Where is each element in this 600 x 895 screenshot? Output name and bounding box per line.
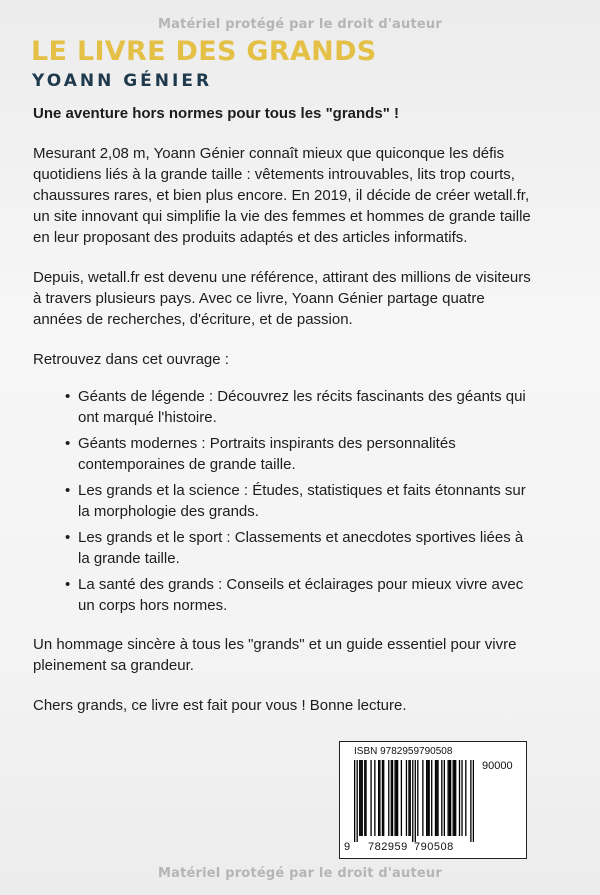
barcode-bar — [415, 760, 416, 842]
barcode-bar — [401, 760, 402, 836]
barcode-bar — [357, 760, 358, 842]
price-code: 90000 — [482, 760, 513, 772]
book-author: YOANN GÉNIER — [32, 71, 213, 91]
list-item: • Géants de légende : Découvrez les récits fascinants des géants qui ont marqué l'histoire. — [78, 386, 533, 428]
barcode-bar — [397, 760, 398, 836]
list-item: • Les grands et la science : Études, statistiques et faits étonnants sur la morphologie des grands. — [78, 480, 533, 522]
barcode-bar — [388, 760, 389, 836]
barcode-bar — [362, 760, 363, 836]
tagline: Une aventure hors normes pour tous les "grands" ! — [33, 105, 399, 122]
copyright-watermark-top: Matériel protégé par le droit d'auteur — [157, 17, 442, 32]
barcode-bar — [422, 760, 423, 836]
isbn-barcode — [339, 741, 527, 859]
barcode-bar — [396, 760, 397, 836]
barcode-bar — [461, 760, 462, 836]
list-item: • Géants modernes : Portraits inspirants des personnalités contemporaines de grande taille. — [78, 433, 533, 475]
barcode-bar — [473, 760, 474, 842]
barcode-bar — [447, 760, 448, 836]
barcode-bar — [455, 760, 456, 836]
barcode-bar — [465, 760, 466, 836]
barcode-bar — [431, 760, 432, 836]
barcode-bars — [354, 760, 474, 842]
barcode-bar — [364, 760, 365, 836]
barcode-bar — [427, 760, 428, 836]
barcode-bar — [450, 760, 451, 836]
barcode-bar — [379, 760, 380, 836]
barcode-digits-group2: 790508 — [414, 841, 454, 853]
barcode-bar — [426, 760, 427, 836]
barcode-bar — [444, 760, 445, 836]
barcode-bar — [408, 760, 409, 836]
list-item: • La santé des grands : Conseils et éclairages pour mieux vivre avec un corps hors normes. — [78, 574, 533, 616]
barcode-bar — [436, 760, 437, 836]
barcode-bar — [410, 760, 411, 836]
barcode-bar — [435, 760, 436, 836]
barcode-bar — [383, 760, 384, 836]
barcode-bar — [359, 760, 360, 836]
barcode-bar — [459, 760, 460, 836]
barcode-bar — [394, 760, 395, 836]
list-item: • Les grands et le sport : Classements et anecdotes sportives liées à la grande taille. — [78, 527, 533, 569]
list-intro: Retrouvez dans cet ouvrage : — [33, 351, 229, 368]
barcode-bar — [365, 760, 366, 836]
barcode-bar — [374, 760, 375, 836]
copyright-watermark-bottom: Matériel protégé par le droit d'auteur — [157, 866, 442, 881]
barcode-bar — [453, 760, 454, 836]
barcode-digit-first: 9 — [344, 841, 351, 853]
barcode-bar — [454, 760, 455, 836]
barcode-bar — [417, 760, 418, 836]
barcode-bar — [437, 760, 438, 836]
barcode-bar — [470, 760, 471, 842]
barcode-bar — [429, 760, 430, 836]
barcode-bar — [360, 760, 361, 836]
feature-list — [33, 386, 533, 616]
barcode-digits-group1: 782959 — [368, 841, 408, 853]
barcode-bar — [412, 760, 413, 842]
paragraph-wetall: Depuis, wetall.fr est devenu une référence, attirant des millions de visiteurs à travers plusieurs pays. Avec ce livre, Yoann Génier partage quatre années de recherches, d'écriture, et de passion. — [33, 269, 531, 328]
back-cover-text — [33, 103, 533, 716]
barcode-bar — [441, 760, 442, 836]
paragraph-closing: Chers grands, ce livre est fait pour vous ! Bonne lecture. — [33, 697, 407, 714]
barcode-bar — [354, 760, 355, 842]
barcode-bar — [392, 760, 393, 836]
book-title: LE LIVRE DES GRANDS — [31, 36, 377, 67]
barcode-bar — [370, 760, 371, 836]
isbn-label: ISBN 9782959790508 — [354, 746, 453, 757]
paragraph-intro: Mesurant 2,08 m, Yoann Génier connaît mieux que quiconque les défis quotidiens liés à la grande taille : vêtements introuvables, lits trop courts, chaussures rares, et bien plus encore. En 2019, il décide de créer wetall.fr, un site innovant qui simplifie la vie des femmes et hommes de grande taille en leur proposant des produits adaptés et des articles informatifs. — [33, 145, 531, 246]
barcode-bar — [378, 760, 379, 836]
paragraph-tribute: Un hommage sincère à tous les "grands" et un guide essentiel pour vivre pleinement sa grandeur. — [33, 636, 517, 674]
barcode-bar — [382, 760, 383, 836]
barcode-bar — [449, 760, 450, 836]
barcode-bar — [406, 760, 407, 836]
barcode-bar — [391, 760, 392, 836]
